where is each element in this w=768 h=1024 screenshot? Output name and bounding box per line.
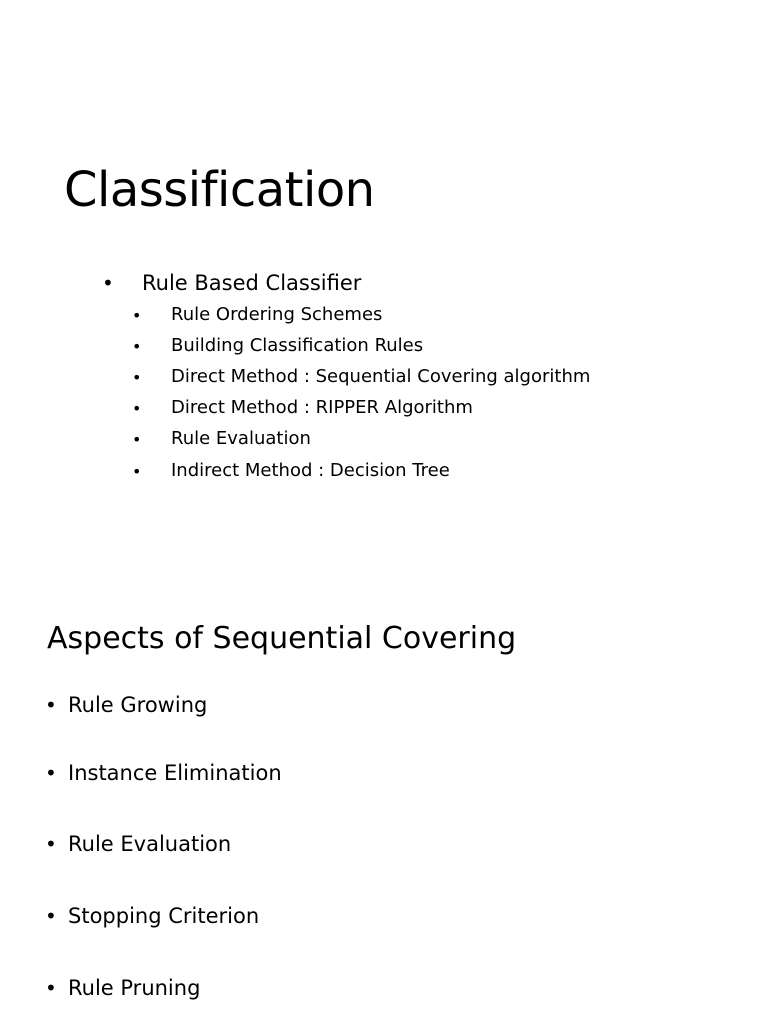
bullet-icon: • <box>45 976 57 1000</box>
bullet-icon: • <box>132 399 142 418</box>
list-item-level2: Indirect Method : Decision Tree <box>171 460 450 481</box>
bullet-icon: • <box>132 462 142 481</box>
bullet-icon: • <box>45 904 57 928</box>
bullet-icon: • <box>132 430 142 449</box>
list-item-level2: Rule Evaluation <box>171 428 311 449</box>
bullet-icon: • <box>102 271 114 295</box>
bullet-icon: • <box>45 693 57 717</box>
bullet-icon: • <box>45 761 57 785</box>
slide-title: Classification <box>64 162 375 218</box>
bullet-icon: • <box>132 306 142 325</box>
bullet-icon: • <box>132 368 142 387</box>
list-item-level2: Direct Method : RIPPER Algorithm <box>171 397 473 418</box>
list-item: Rule Evaluation <box>68 832 232 856</box>
list-item-level1: Rule Based Classifier <box>142 271 362 295</box>
list-item-level2: Rule Ordering Schemes <box>171 304 383 325</box>
list-item: Rule Pruning <box>68 976 201 1000</box>
bullet-icon: • <box>45 832 57 856</box>
bullet-icon: • <box>132 337 142 356</box>
section-title: Aspects of Sequential Covering <box>47 621 517 656</box>
list-item-level2: Direct Method : Sequential Covering algorithm <box>171 366 591 387</box>
list-item: Stopping Criterion <box>68 904 260 928</box>
list-item: Rule Growing <box>68 693 208 717</box>
list-item-level2: Building Classification Rules <box>171 335 424 356</box>
list-item: Instance Elimination <box>68 761 282 785</box>
